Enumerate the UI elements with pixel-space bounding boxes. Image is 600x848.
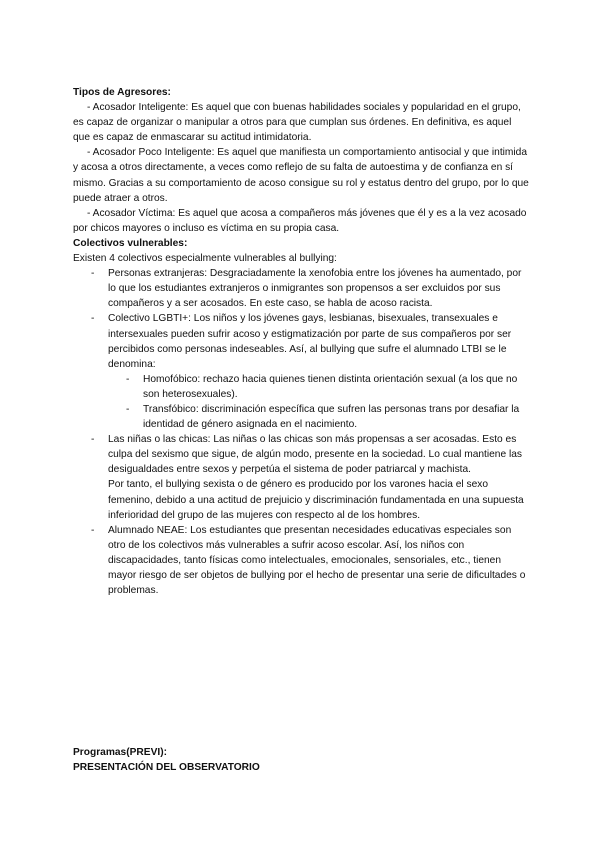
aggressor-intelligent: - Acosador Inteligente: Es aquel que con buenas habilidades sociales y popularidad en el grupo, es capaz de organizar o manipular a otros para que cumplan sus órdenes. En definitiva, es aquel que es capaz de enmascarar su actitud intimidatoria. (73, 102, 521, 144)
programs-heading: Programas(PREVI): (73, 747, 167, 758)
sublist-item (108, 402, 531, 432)
list-bullet: - (91, 434, 95, 446)
list-item-text: Las niñas o las chicas: Las niñas o las chicas son más propensas a ser acosadas. Esto es culpa del sexismo que sigue, de algún modo, presente en la sociedad. Lo cual mantiene las desigualdades entre sexos y perpetúa el sistema de poder patriarcal y machista. (108, 434, 522, 476)
presentation-heading: PRESENTACIÓN DEL OBSERVATORIO (73, 762, 260, 774)
aggressors-heading: Tipos de Agresores: (73, 87, 171, 98)
sublist-item (108, 372, 531, 402)
sublist-item-text: Transfóbico: discriminación específica que sufren las personas trans por desafiar la identidad de género asignada en el nacimiento. (143, 403, 520, 431)
aggressor-victim: - Acosador Víctima: Es aquel que acosa a compañeros más jóvenes que él y es a la vez acosado por chicos mayores o incluso es víctima en su propia casa. (73, 207, 527, 234)
list-bullet: - (91, 524, 95, 536)
vulnerable-list (73, 266, 531, 598)
sublist-item-text: Homofóbico: rechazo hacia quienes tienen distinta orientación sexual (a los que no son heterosexuales). (143, 373, 518, 400)
list-bullet: - (91, 313, 95, 325)
list-item-text: Colectivo LGBTI+: Los niños y los jóvenes gays, lesbianas, bisexuales, transexuales e intersexuales pueden sufrir acoso y estigmatización por parte de sus compañeros por ser percibidos como personas indeseables. Así, al bullying que sufre el alumnado LTBI se le denomina: (108, 313, 512, 370)
list-item (73, 311, 531, 432)
list-item-extra-text: Por tanto, el bullying sexista o de género es producido por los varones hacia el sexo femenino, debido a una actitud de prejuicio y discriminación fundamentada en una supuesta inferioridad del grupo de las mujeres con respecto al de los hombres. (108, 479, 524, 521)
aggressor-not-intelligent: - Acosador Poco Inteligente: Es aquel que manifiesta un comportamiento antisocial y que intimida y acosa a otros directamente, a veces como reflejo de su falta de autoestima y de confianza en sí mismo. Gracias a su comportamiento de acoso consigue su rol y estatus dentro del grupo, por lo que puede atraer a otros. (73, 147, 529, 204)
vulnerable-intro: Existen 4 colectivos especialmente vulnerables al bullying: (73, 253, 337, 265)
footer-section (73, 745, 531, 775)
list-bullet: - (91, 268, 95, 280)
list-item (73, 266, 531, 311)
lgbti-sublist (108, 372, 531, 432)
list-bullet: - (126, 373, 130, 385)
list-bullet: - (126, 403, 130, 415)
list-item-text: Alumnado NEAE: Los estudiantes que presentan necesidades educativas especiales son otro de los colectivos más vulnerables a sufrir acoso escolar. Así, los niños con discapacidades, tanto físicas como intelectuales, emocionales, sensoriales, etc., tienen mayor riesgo de ser objetos de bullying por el hecho de presentar una serie de dificultades o problemas. (108, 524, 526, 597)
list-item-text: Personas extranjeras: Desgraciadamente la xenofobia entre los jóvenes ha aumentado, por lo que los estudiantes extranjeros o inmigrantes son propensos a ser excluidos por sus compañeros y a ser acosados. En este caso, se habla de acoso racista. (108, 268, 522, 310)
list-item (73, 432, 531, 523)
document-body (73, 85, 531, 598)
vulnerable-heading: Colectivos vulnerables: (73, 237, 188, 249)
list-item (73, 523, 531, 598)
